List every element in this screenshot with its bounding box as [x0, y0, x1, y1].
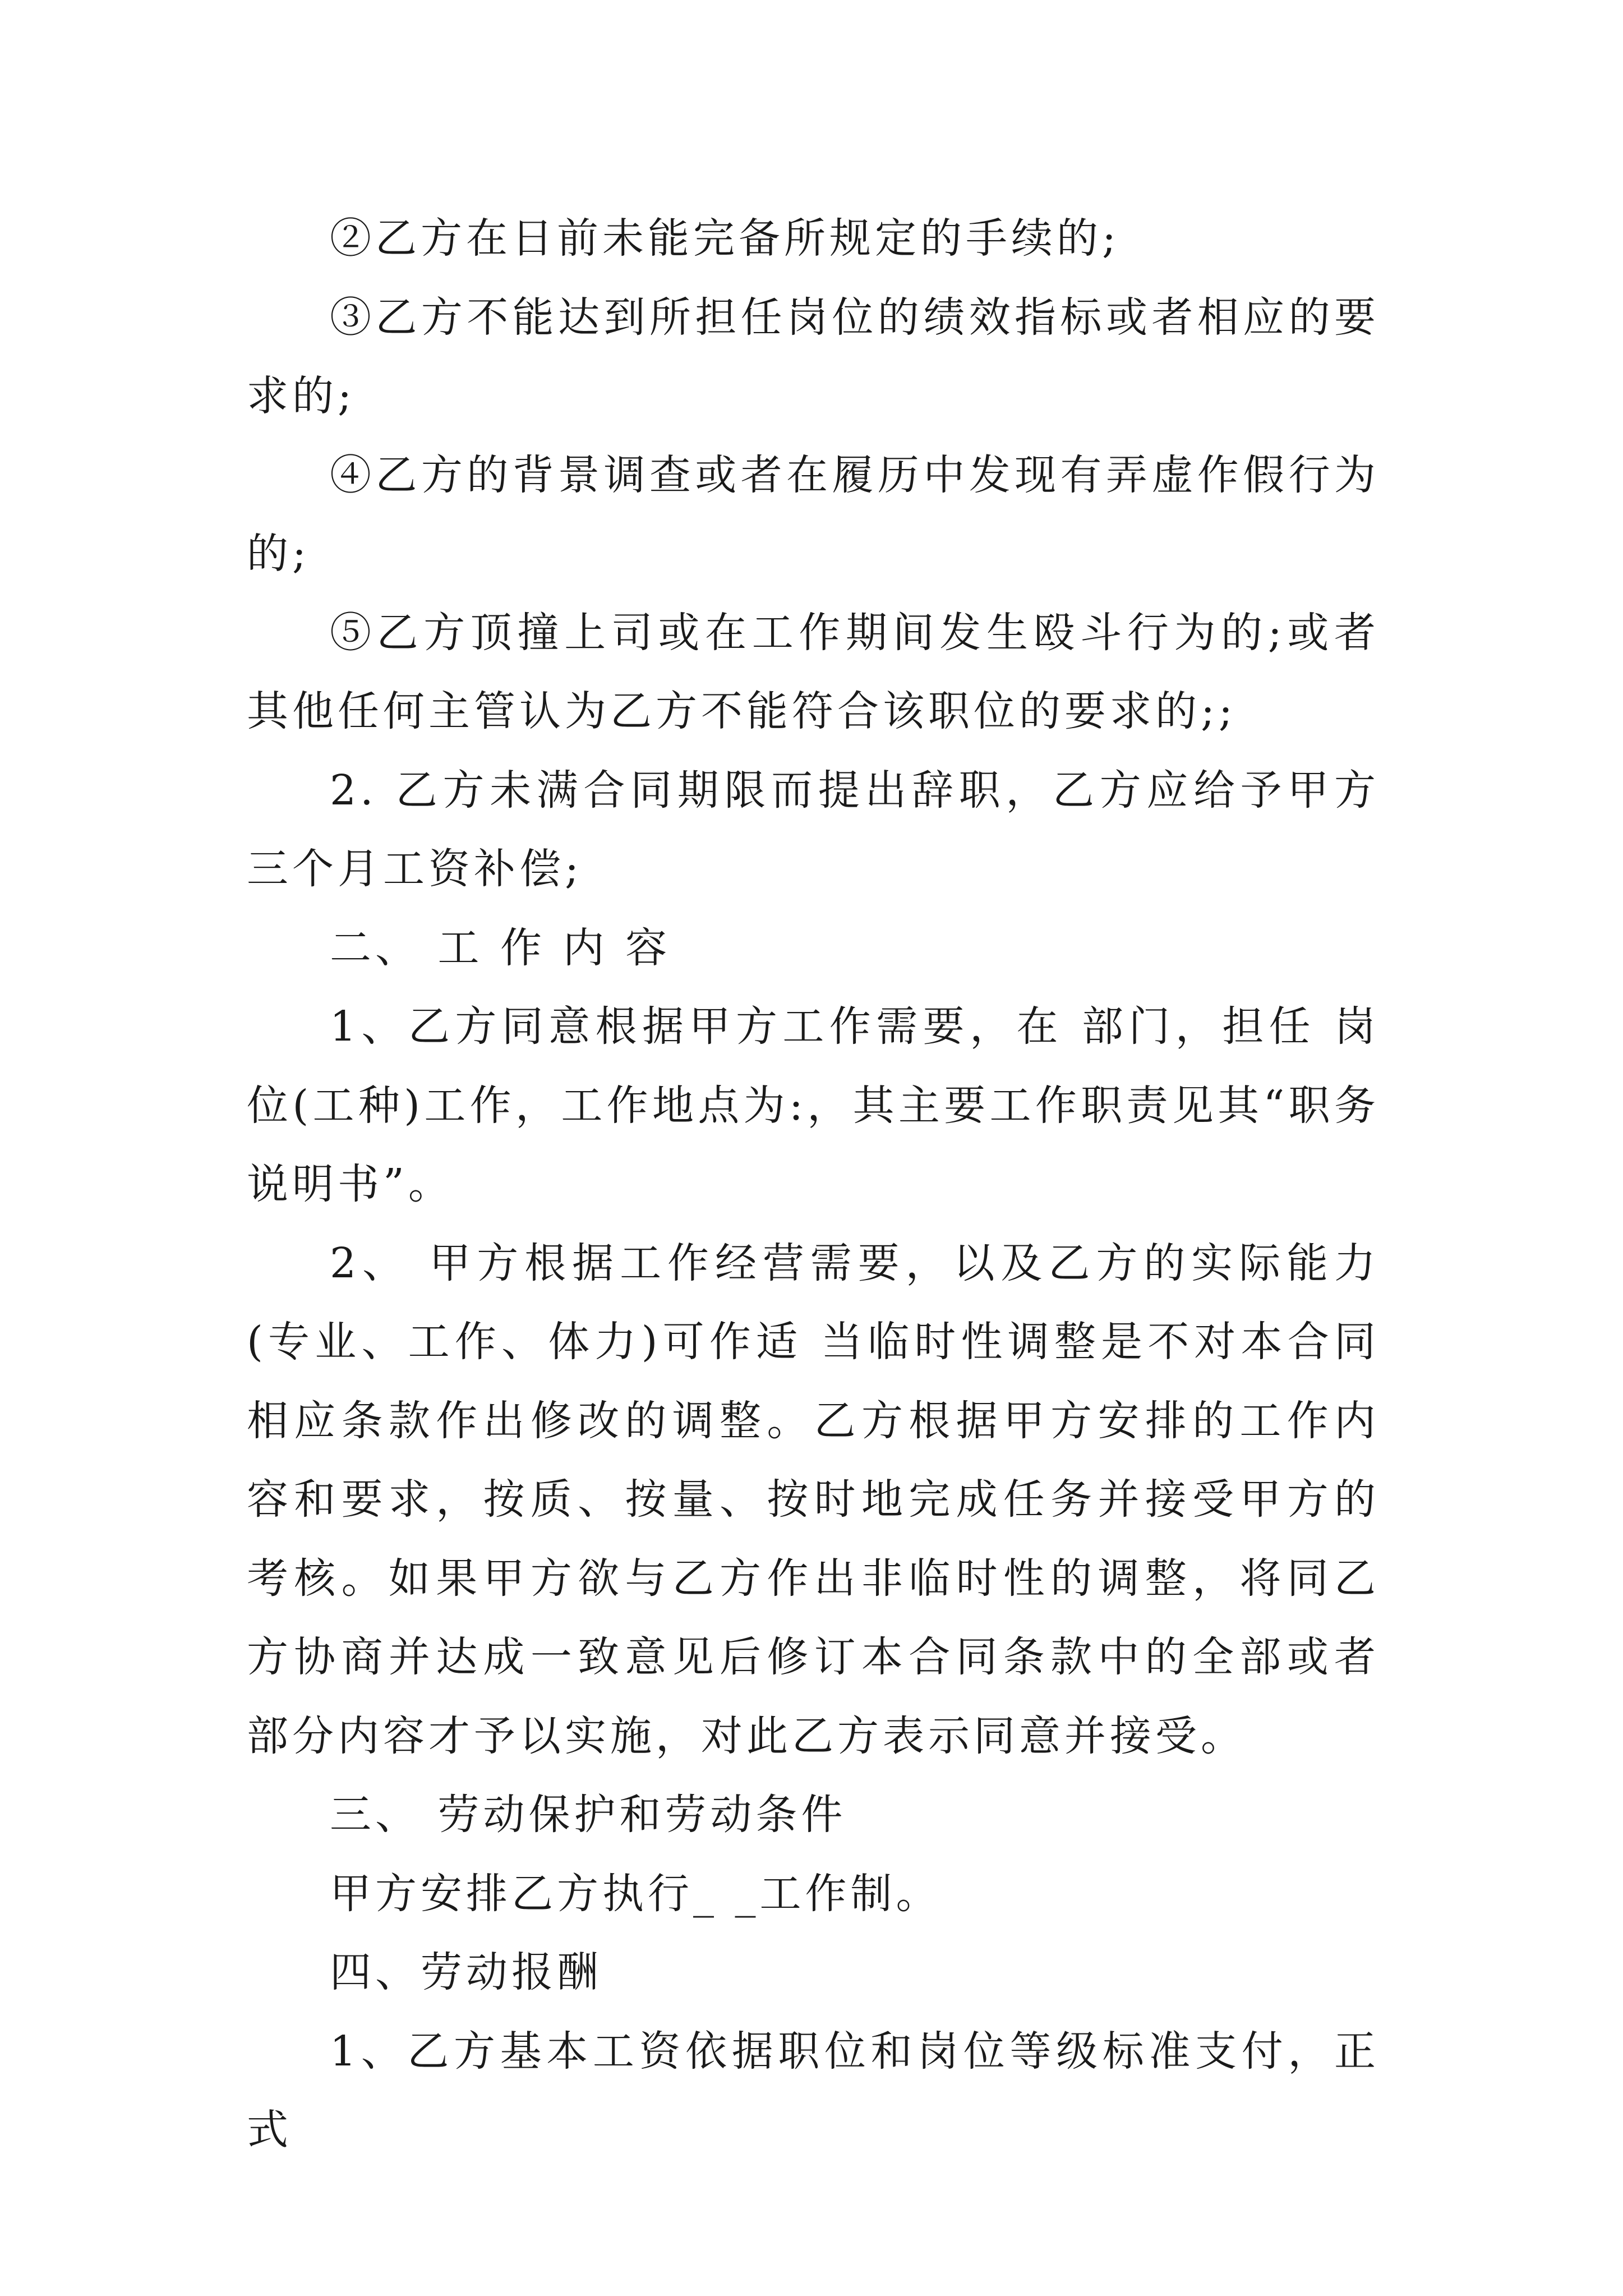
- remuneration-item-1: 1、乙方基本工资依据职位和岗位等级标准支付，正式: [247, 2027, 1380, 2154]
- clause-4-background-check: ④乙方的背景调查或者在履历中发现有弄虚作假行为的;: [247, 450, 1380, 578]
- section-heading-labor-protection: 三、 劳动保护和劳动条件: [330, 1791, 847, 1839]
- work-content-item-2: 2、 甲方根据工作经营需要，以及乙方的实际能力(专业、工作、体力)可作适 当临时性调整是不对本合同相应条款作出修改的调整。乙方根据甲方安排的工作内容和要求，按质、按量、按时地完成任务并接受甲方的考核。如果甲方欲与乙方作出非临时性的调整，将同乙方协商并达成一致意见后修订本合同条款中的全部或者部分内容才予以实施，对此乙方表示同意并接受。: [247, 1239, 1380, 1760]
- clause-3-performance: ③乙方不能达到所担任岗位的绩效指标或者相应的要求的;: [247, 293, 1380, 420]
- section-heading-remuneration: 四、劳动报酬: [330, 1948, 602, 1996]
- document-body: [247, 199, 1380, 2170]
- work-content-item-1: 1、乙方同意根据甲方工作需要，在 部门，担任 岗位(工种)工作，工作地点为:，其主要工作职责见其“职务说明书”。: [247, 1002, 1380, 1208]
- clause-2-incomplete-procedures: ②乙方在日前未能完备所规定的手续的;: [330, 214, 1120, 263]
- clause-5-misconduct: ⑤乙方顶撞上司或在工作期间发生殴斗行为的;或者其他任何主管认为乙方不能符合该职位的要求的;;: [247, 608, 1380, 735]
- work-system-line: 甲方安排乙方执行_ _工作制。: [330, 1869, 942, 1918]
- section-heading-work-content: 二、 工 作 内 容: [330, 923, 671, 972]
- resignation-clause: 2. 乙方未满合同期限而提出辞职，乙方应给予甲方三个月工资补偿;: [247, 766, 1380, 893]
